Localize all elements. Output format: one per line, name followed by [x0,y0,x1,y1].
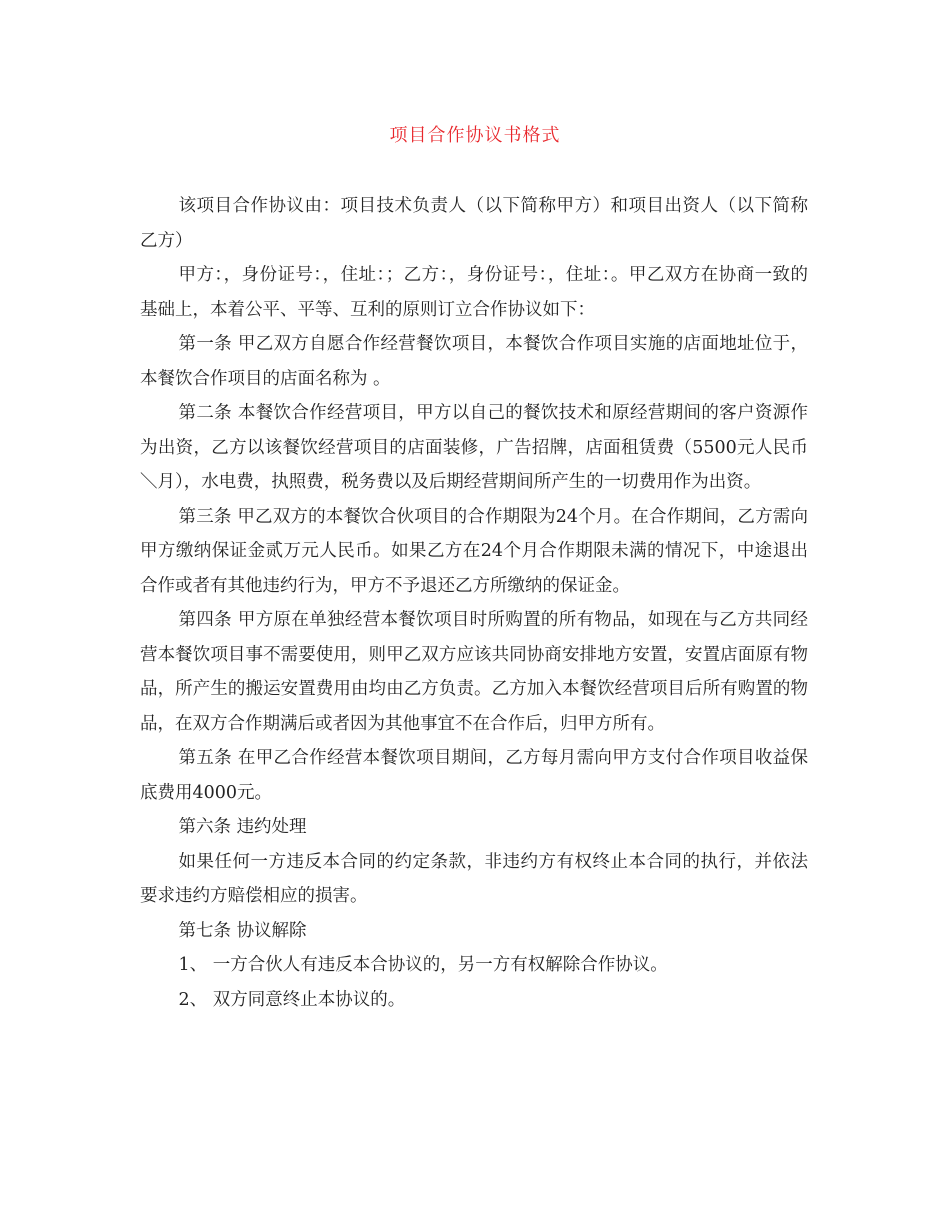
paragraph-article-3: 第三条 甲乙双方的本餐饮合伙项目的合作期限为24个月。在合作期间，乙方需向甲方缴纳保证金贰万元人民币。如果乙方在24个月合作期限未满的情况下，中途退出合作或者有其他违约行为，甲方不予退还乙方所缴纳的保证金。 [140,506,808,596]
paragraph-article-4: 第四条 甲方原在单独经营本餐饮项目时所购置的所有物品，如现在与乙方共同经营本餐饮项目事不需要使用，则甲乙双方应该共同协商安排地方安置，安置店面原有物品，所产生的搬运安置费用由均由乙方负责。乙方加入本餐饮经营项目后所有购置的物品，在双方合作期满后或者因为其他事宜不在合作后，归甲方所有。 [140,610,808,734]
document-title: 项目合作协议书格式 [389,125,561,146]
paragraph-article-1: 第一条 甲乙双方自愿合作经营餐饮项目，本餐饮合作项目实施的店面地址位于，本餐饮合作项目的店面名称为 。 [140,334,808,389]
paragraph-article-6-body: 如果任何一方违反本合同的约定条款，非违约方有权终止本合同的执行，并依法要求违约方赔偿相应的损害。 [140,851,808,906]
paragraph-article-7-item-2: 2、 双方同意终止本协议的。 [178,989,406,1010]
paragraph-article-5: 第五条 在甲乙合作经营本餐饮项目期间，乙方每月需向甲方支付合作项目收益保底费用4000元。 [140,748,808,803]
document-body [140,189,808,1017]
paragraph-article-2: 第二条 本餐饮合作经营项目，甲方以自己的餐饮技术和原经营期间的客户资源作为出资，乙方以该餐饮经营项目的店面装修，广告招牌，店面租赁费（5500元人民币＼月），水电费，执照费，税务费以及后期经营期间所产生的一切费用作为出资。 [140,403,808,492]
paragraph-article-6-heading: 第六条 违约处理 [178,817,307,837]
paragraph-article-7-heading: 第七条 协议解除 [178,920,307,941]
paragraph-article-7-item-1: 1、 一方合伙人有违反本合协议的，另一方有权解除合作协议。 [178,955,668,975]
paragraph-intro: 该项目合作协议由：项目技术负责人（以下简称甲方）和项目出资人（以下简称乙方） [140,196,808,251]
paragraph-parties: 甲方：，身份证号：，住址：；乙方：，身份证号：，住址：。甲乙双方在协商一致的基础上，本着公平、平等、互利的原则订立合作协议如下： [140,265,808,320]
